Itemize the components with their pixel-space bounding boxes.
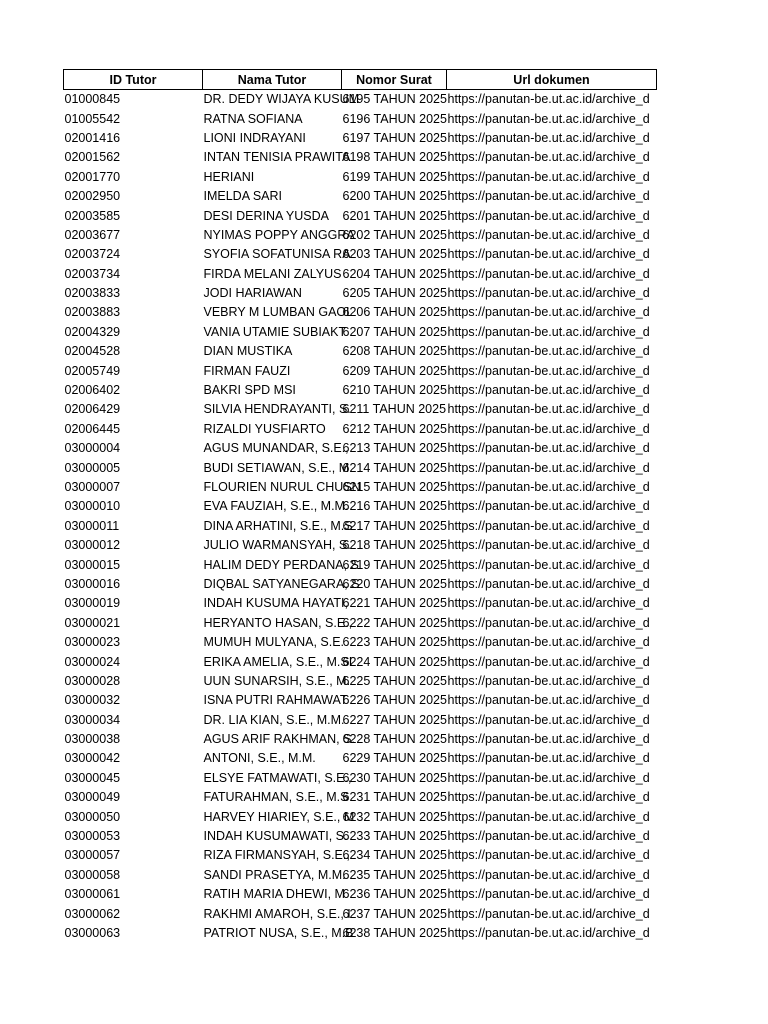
nama-tutor-cell[interactable]: VANIA UTAMIE SUBIAKT [203, 324, 347, 339]
nomor-surat-cell[interactable]: 6206 TAHUN 2025 [342, 305, 447, 320]
url-dokumen-cell[interactable]: https://panutan-be.ut.ac.id/archive_d [447, 441, 650, 456]
table-row [64, 633, 657, 652]
url-dokumen-cell[interactable]: https://panutan-be.ut.ac.id/archive_d [447, 615, 650, 630]
url-dokumen-cell[interactable]: https://panutan-be.ut.ac.id/archive_d [447, 654, 650, 669]
url-dokumen-cell[interactable]: https://panutan-be.ut.ac.id/archive_d [447, 732, 650, 747]
table-row [64, 904, 657, 923]
nama-tutor-cell[interactable]: NYIMAS POPPY ANGGRA [203, 227, 355, 242]
nama-tutor-cell[interactable]: LIONI INDRAYANI [203, 130, 306, 145]
url-dokumen-cell[interactable]: https://panutan-be.ut.ac.id/archive_d [447, 266, 650, 281]
id-tutor-cell[interactable]: 03000053 [64, 829, 121, 844]
nama-tutor-cell[interactable]: FIRMAN FAUZI [203, 363, 291, 378]
table-row [64, 439, 657, 458]
nomor-surat-cell[interactable]: 6224 TAHUN 2025 [342, 654, 447, 669]
url-dokumen-cell[interactable]: https://panutan-be.ut.ac.id/archive_d [447, 92, 650, 107]
header-url-dokumen[interactable]: Url dokumen [447, 70, 657, 90]
id-tutor-cell[interactable]: 02003585 [64, 208, 121, 223]
table-row [64, 536, 657, 555]
nomor-surat-cell[interactable]: 6215 TAHUN 2025 [342, 480, 447, 494]
id-tutor-cell[interactable]: 03000024 [64, 654, 121, 669]
nomor-surat-cell[interactable]: 6238 TAHUN 2025 [342, 925, 447, 940]
id-tutor-cell[interactable]: 03000021 [64, 615, 121, 630]
nama-tutor-cell[interactable]: UUN SUNARSIH, S.E., M. [203, 673, 351, 688]
url-dokumen-cell[interactable]: https://panutan-be.ut.ac.id/archive_d [447, 344, 650, 359]
url-dokumen-cell[interactable]: https://panutan-be.ut.ac.id/archive_d [447, 499, 650, 514]
nama-tutor-cell[interactable]: FATURAHMAN, S.E., M.S [203, 790, 349, 805]
nomor-surat-cell[interactable]: 6217 TAHUN 2025 [342, 518, 447, 533]
id-tutor-cell[interactable]: 03000057 [64, 848, 121, 863]
url-dokumen-cell[interactable]: https://panutan-be.ut.ac.id/archive_d [447, 480, 650, 494]
header-nomor-surat[interactable]: Nomor Surat [342, 70, 447, 90]
table-row [64, 866, 657, 885]
id-tutor-cell[interactable]: 02003734 [64, 266, 121, 281]
nomor-surat-cell[interactable]: 6216 TAHUN 2025 [342, 499, 447, 514]
nama-tutor-cell[interactable]: ERIKA AMELIA, S.E., M.SI [203, 654, 353, 669]
id-tutor-cell[interactable]: 03000063 [64, 925, 121, 940]
nama-tutor-cell[interactable]: JODI HARIAWAN [203, 286, 302, 301]
table-row [64, 478, 657, 497]
table-row [64, 614, 657, 633]
url-dokumen-cell[interactable]: https://panutan-be.ut.ac.id/archive_d [447, 383, 650, 398]
nama-tutor-cell[interactable]: SYOFIA SOFATUNISA RA [203, 247, 351, 262]
table-row [64, 885, 657, 904]
nomor-surat-cell[interactable]: 6218 TAHUN 2025 [342, 538, 447, 553]
nomor-surat-cell[interactable]: 6210 TAHUN 2025 [342, 383, 447, 398]
table-row [64, 303, 657, 322]
url-dokumen-cell[interactable]: https://panutan-be.ut.ac.id/archive_d [447, 751, 650, 766]
nama-tutor-cell[interactable]: AGUS ARIF RAKHMAN, S. [203, 732, 355, 747]
nomor-surat-cell[interactable]: 6225 TAHUN 2025 [342, 673, 447, 688]
nama-tutor-cell[interactable]: JULIO WARMANSYAH, S. [203, 538, 351, 553]
nama-tutor-cell[interactable]: DIQBAL SATYANEGARA, S [203, 576, 360, 591]
nomor-surat-cell[interactable]: 6235 TAHUN 2025 [342, 867, 447, 882]
nama-tutor-cell[interactable]: BAKRI SPD MSI [203, 383, 296, 398]
table-row [64, 323, 657, 342]
table-row [64, 807, 657, 826]
id-tutor-cell[interactable]: 02003724 [64, 247, 121, 262]
id-tutor-cell[interactable]: 03000016 [64, 576, 121, 591]
table-row [64, 594, 657, 613]
nomor-surat-cell[interactable]: 6211 TAHUN 2025 [342, 402, 447, 417]
nama-tutor-cell[interactable]: FIRDA MELANI ZALYUS [203, 266, 342, 281]
id-tutor-cell[interactable]: 02004329 [64, 324, 121, 339]
url-dokumen-cell[interactable]: https://panutan-be.ut.ac.id/archive_d [447, 363, 650, 378]
nama-tutor-cell[interactable]: RIZALDI YUSFIARTO [203, 421, 326, 436]
table-row [64, 769, 657, 788]
nomor-surat-cell[interactable]: 6204 TAHUN 2025 [342, 266, 447, 281]
url-dokumen-cell[interactable]: https://panutan-be.ut.ac.id/archive_d [447, 518, 650, 533]
url-dokumen-cell[interactable]: https://panutan-be.ut.ac.id/archive_d [447, 247, 650, 262]
id-tutor-cell[interactable]: 03000049 [64, 790, 121, 805]
id-tutor-cell[interactable]: 03000007 [64, 480, 121, 494]
table-row [64, 846, 657, 865]
url-dokumen-cell[interactable]: https://panutan-be.ut.ac.id/archive_d [447, 557, 650, 572]
nomor-surat-cell[interactable]: 6195 TAHUN 2025 [342, 92, 447, 107]
table-row [64, 90, 657, 110]
table-row [64, 788, 657, 807]
nomor-surat-cell[interactable]: 6219 TAHUN 2025 [342, 557, 447, 572]
nama-tutor-cell[interactable]: EVA FAUZIAH, S.E., M.M. [203, 499, 349, 514]
nomor-surat-cell[interactable]: 6229 TAHUN 2025 [342, 751, 447, 766]
table-row [64, 691, 657, 710]
nomor-surat-cell[interactable]: 6227 TAHUN 2025 [342, 712, 447, 727]
nama-tutor-cell[interactable]: HERYANTO HASAN, S.E., [203, 615, 353, 630]
id-tutor-cell[interactable]: 03000038 [64, 732, 121, 747]
header-nama-tutor[interactable]: Nama Tutor [203, 70, 342, 90]
id-tutor-cell[interactable]: 03000005 [64, 460, 121, 475]
nomor-surat-cell[interactable]: 6234 TAHUN 2025 [342, 848, 447, 863]
id-tutor-cell[interactable]: 03000019 [64, 596, 121, 611]
table-row [64, 458, 657, 477]
id-tutor-cell[interactable]: 02004528 [64, 344, 121, 359]
nomor-surat-cell[interactable]: 6220 TAHUN 2025 [342, 576, 447, 591]
nomor-surat-cell[interactable]: 6228 TAHUN 2025 [342, 732, 447, 747]
url-dokumen-cell[interactable]: https://panutan-be.ut.ac.id/archive_d [447, 324, 650, 339]
id-tutor-cell[interactable]: 03000023 [64, 635, 121, 650]
url-dokumen-cell[interactable]: https://panutan-be.ut.ac.id/archive_d [447, 111, 650, 126]
nomor-surat-cell[interactable]: 6232 TAHUN 2025 [342, 809, 447, 824]
url-dokumen-cell[interactable]: https://panutan-be.ut.ac.id/archive_d [447, 635, 650, 650]
nomor-surat-cell[interactable]: 6197 TAHUN 2025 [342, 130, 447, 145]
id-tutor-cell[interactable]: 02003833 [64, 286, 121, 301]
url-dokumen-cell[interactable]: https://panutan-be.ut.ac.id/archive_d [447, 906, 650, 921]
url-dokumen-cell[interactable]: https://panutan-be.ut.ac.id/archive_d [447, 286, 650, 301]
id-tutor-cell[interactable]: 02006445 [64, 421, 121, 436]
url-dokumen-cell[interactable]: https://panutan-be.ut.ac.id/archive_d [447, 673, 650, 688]
nama-tutor-cell[interactable]: PATRIOT NUSA, S.E., M.B [203, 925, 354, 940]
nama-tutor-cell[interactable]: ANTONI, S.E., M.M. [203, 751, 316, 766]
nama-tutor-cell[interactable]: DR. LIA KIAN, S.E., M.M. [203, 712, 345, 727]
url-dokumen-cell[interactable]: https://panutan-be.ut.ac.id/archive_d [447, 538, 650, 553]
url-dokumen-cell[interactable]: https://panutan-be.ut.ac.id/archive_d [447, 809, 650, 824]
id-tutor-cell[interactable]: 01000845 [64, 92, 121, 107]
id-tutor-cell[interactable]: 02006402 [64, 383, 121, 398]
nama-tutor-cell[interactable]: RAKHMI AMAROH, S.E., I [203, 906, 351, 921]
url-dokumen-cell[interactable]: https://panutan-be.ut.ac.id/archive_d [447, 887, 650, 902]
nama-tutor-cell[interactable]: RATIH MARIA DHEWI, M [203, 887, 345, 902]
url-dokumen-cell[interactable]: https://panutan-be.ut.ac.id/archive_d [447, 848, 650, 863]
table-header [64, 70, 657, 90]
nomor-surat-cell[interactable]: 6222 TAHUN 2025 [342, 615, 447, 630]
nomor-surat-cell[interactable]: 6226 TAHUN 2025 [342, 693, 447, 708]
nama-tutor-cell[interactable]: AGUS MUNANDAR, S.E., [203, 441, 349, 456]
id-tutor-cell[interactable]: 02001770 [64, 169, 121, 184]
table-row [64, 730, 657, 749]
id-tutor-cell[interactable]: 01005542 [64, 111, 121, 126]
id-tutor-cell[interactable]: 03000028 [64, 673, 121, 688]
nama-tutor-cell[interactable]: IMELDA SARI [203, 189, 282, 204]
nomor-surat-cell[interactable]: 6202 TAHUN 2025 [342, 227, 447, 242]
nomor-surat-cell[interactable]: 6205 TAHUN 2025 [342, 286, 447, 301]
table-row [64, 381, 657, 400]
nama-tutor-cell[interactable]: INTAN TENISIA PRAWITA [203, 150, 351, 165]
id-tutor-cell[interactable]: 03000011 [64, 518, 120, 533]
id-tutor-cell[interactable]: 03000004 [64, 441, 121, 456]
url-dokumen-cell[interactable]: https://panutan-be.ut.ac.id/archive_d [447, 208, 650, 223]
table-row [64, 711, 657, 730]
url-dokumen-cell[interactable]: https://panutan-be.ut.ac.id/archive_d [447, 770, 650, 785]
url-dokumen-cell[interactable]: https://panutan-be.ut.ac.id/archive_d [447, 596, 650, 611]
table-row [64, 924, 657, 943]
nomor-surat-cell[interactable]: 6213 TAHUN 2025 [342, 441, 447, 456]
nomor-surat-cell[interactable]: 6199 TAHUN 2025 [342, 169, 447, 184]
nama-tutor-cell[interactable]: SANDI PRASETYA, M.M. [203, 867, 346, 882]
table-row [64, 226, 657, 245]
nama-tutor-cell[interactable]: VEBRY M LUMBAN GAOL [203, 305, 354, 320]
id-tutor-cell[interactable]: 03000050 [64, 809, 121, 824]
spreadsheet-sheet [63, 69, 656, 943]
nama-tutor-cell[interactable]: RATNA SOFIANA [203, 111, 303, 126]
nama-tutor-cell[interactable]: RIZA FIRMANSYAH, S.E., [203, 848, 350, 863]
nama-tutor-cell[interactable]: HERIANI [203, 169, 255, 184]
nama-tutor-cell[interactable]: HALIM DEDY PERDANA, S [203, 557, 359, 572]
url-dokumen-cell[interactable]: https://panutan-be.ut.ac.id/archive_d [447, 867, 650, 882]
id-tutor-cell[interactable]: 03000061 [64, 887, 121, 902]
url-dokumen-cell[interactable]: https://panutan-be.ut.ac.id/archive_d [447, 460, 650, 475]
nama-tutor-cell[interactable]: HARVEY HIARIEY, S.E., M [203, 809, 355, 824]
nama-tutor-cell[interactable]: DR. DEDY WIJAYA KUSUM [203, 92, 360, 107]
id-tutor-cell[interactable]: 03000034 [64, 712, 121, 727]
id-tutor-cell[interactable]: 03000042 [64, 751, 121, 766]
id-tutor-cell[interactable]: 02005749 [64, 363, 121, 378]
id-tutor-cell[interactable]: 02003677 [64, 227, 121, 242]
nama-tutor-cell[interactable]: MUMUH MULYANA, S.E. [203, 635, 345, 650]
nomor-surat-cell[interactable]: 6231 TAHUN 2025 [342, 790, 447, 805]
id-tutor-cell[interactable]: 02001562 [64, 150, 121, 165]
table-row [64, 827, 657, 846]
table-row [64, 187, 657, 206]
nomor-surat-cell[interactable]: 6209 TAHUN 2025 [342, 363, 447, 378]
nomor-surat-cell[interactable]: 6212 TAHUN 2025 [342, 421, 447, 436]
url-dokumen-cell[interactable]: https://panutan-be.ut.ac.id/archive_d [447, 693, 650, 708]
nomor-surat-cell[interactable]: 6236 TAHUN 2025 [342, 887, 447, 902]
table-row [64, 400, 657, 419]
nama-tutor-cell[interactable]: BUDI SETIAWAN, S.E., M. [203, 460, 353, 475]
table-row [64, 420, 657, 439]
id-tutor-cell[interactable]: 03000058 [64, 867, 121, 882]
id-tutor-cell[interactable]: 03000010 [64, 499, 121, 514]
nama-tutor-cell[interactable]: ELSYE FATMAWATI, S.E., [203, 770, 352, 785]
nama-tutor-cell[interactable]: INDAH KUSUMAWATI, S. [203, 829, 348, 844]
table-row [64, 749, 657, 768]
nama-tutor-cell[interactable]: ISNA PUTRI RAHMAWAT [203, 693, 348, 708]
nama-tutor-cell[interactable]: DINA ARHATINI, S.E., M.S [203, 518, 353, 533]
url-dokumen-cell[interactable]: https://panutan-be.ut.ac.id/archive_d [447, 305, 650, 320]
table-row [64, 265, 657, 284]
id-tutor-cell[interactable]: 03000062 [64, 906, 121, 921]
table-row [64, 284, 657, 303]
id-tutor-cell[interactable]: 03000032 [64, 693, 121, 708]
id-tutor-cell[interactable]: 03000045 [64, 770, 121, 785]
table-row [64, 245, 657, 264]
id-tutor-cell[interactable]: 02002950 [64, 189, 121, 204]
url-dokumen-cell[interactable]: https://panutan-be.ut.ac.id/archive_d [447, 925, 650, 940]
table-row [64, 575, 657, 594]
table-row [64, 168, 657, 187]
id-tutor-cell[interactable]: 02001416 [64, 130, 121, 145]
nomor-surat-cell[interactable]: 6196 TAHUN 2025 [342, 111, 447, 126]
id-tutor-cell[interactable]: 03000015 [64, 557, 121, 572]
table-row [64, 206, 657, 225]
nomor-surat-cell[interactable]: 6203 TAHUN 2025 [342, 247, 447, 262]
table-row [64, 148, 657, 167]
url-dokumen-cell[interactable]: https://panutan-be.ut.ac.id/archive_d [447, 790, 650, 805]
id-tutor-cell[interactable]: 02006429 [64, 402, 121, 417]
id-tutor-cell[interactable]: 03000012 [64, 538, 121, 553]
header-row [64, 70, 657, 90]
nama-tutor-cell[interactable]: INDAH KUSUMA HAYATI, [203, 596, 348, 611]
url-dokumen-cell[interactable]: https://panutan-be.ut.ac.id/archive_d [447, 227, 650, 242]
table-row [64, 517, 657, 536]
nomor-surat-cell[interactable]: 6230 TAHUN 2025 [342, 770, 447, 785]
nomor-surat-cell[interactable]: 6208 TAHUN 2025 [342, 344, 447, 359]
nomor-surat-cell[interactable]: 6200 TAHUN 2025 [342, 189, 447, 204]
url-dokumen-cell[interactable]: https://panutan-be.ut.ac.id/archive_d [447, 576, 650, 591]
nama-tutor-cell[interactable]: SILVIA HENDRAYANTI, S. [203, 402, 351, 417]
table-row [64, 342, 657, 361]
header-id-tutor[interactable]: ID Tutor [64, 70, 203, 90]
url-dokumen-cell[interactable]: https://panutan-be.ut.ac.id/archive_d [447, 130, 650, 145]
nomor-surat-cell[interactable]: 6201 TAHUN 2025 [342, 208, 447, 223]
nomor-surat-cell[interactable]: 6198 TAHUN 2025 [342, 150, 447, 165]
table-row [64, 652, 657, 671]
url-dokumen-cell[interactable]: https://panutan-be.ut.ac.id/archive_d [447, 829, 650, 844]
table-row [64, 555, 657, 574]
nomor-surat-cell[interactable]: 6214 TAHUN 2025 [342, 460, 447, 475]
table-body [64, 90, 657, 944]
table-row [64, 361, 657, 380]
url-dokumen-cell[interactable]: https://panutan-be.ut.ac.id/archive_d [447, 150, 650, 165]
table-row [64, 497, 657, 516]
table-row [64, 129, 657, 148]
nama-tutor-cell[interactable]: FLOURIEN NURUL CHUSN [203, 480, 361, 494]
nomor-surat-cell[interactable]: 6223 TAHUN 2025 [342, 635, 447, 650]
url-dokumen-cell[interactable]: https://panutan-be.ut.ac.id/archive_d [447, 189, 650, 204]
table-row [64, 109, 657, 128]
nomor-surat-cell[interactable]: 6237 TAHUN 2025 [342, 906, 447, 921]
tutor-table [63, 69, 657, 943]
url-dokumen-cell[interactable]: https://panutan-be.ut.ac.id/archive_d [447, 402, 650, 417]
url-dokumen-cell[interactable]: https://panutan-be.ut.ac.id/archive_d [447, 421, 650, 436]
nomor-surat-cell[interactable]: 6221 TAHUN 2025 [342, 596, 447, 611]
nama-tutor-cell[interactable]: DESI DERINA YUSDA [203, 208, 330, 223]
url-dokumen-cell[interactable]: https://panutan-be.ut.ac.id/archive_d [447, 712, 650, 727]
nama-tutor-cell[interactable]: DIAN MUSTIKA [203, 344, 293, 359]
nomor-surat-cell[interactable]: 6207 TAHUN 2025 [342, 324, 447, 339]
nomor-surat-cell[interactable]: 6233 TAHUN 2025 [342, 829, 447, 844]
url-dokumen-cell[interactable]: https://panutan-be.ut.ac.id/archive_d [447, 169, 650, 184]
table-row [64, 672, 657, 691]
id-tutor-cell[interactable]: 02003883 [64, 305, 121, 320]
